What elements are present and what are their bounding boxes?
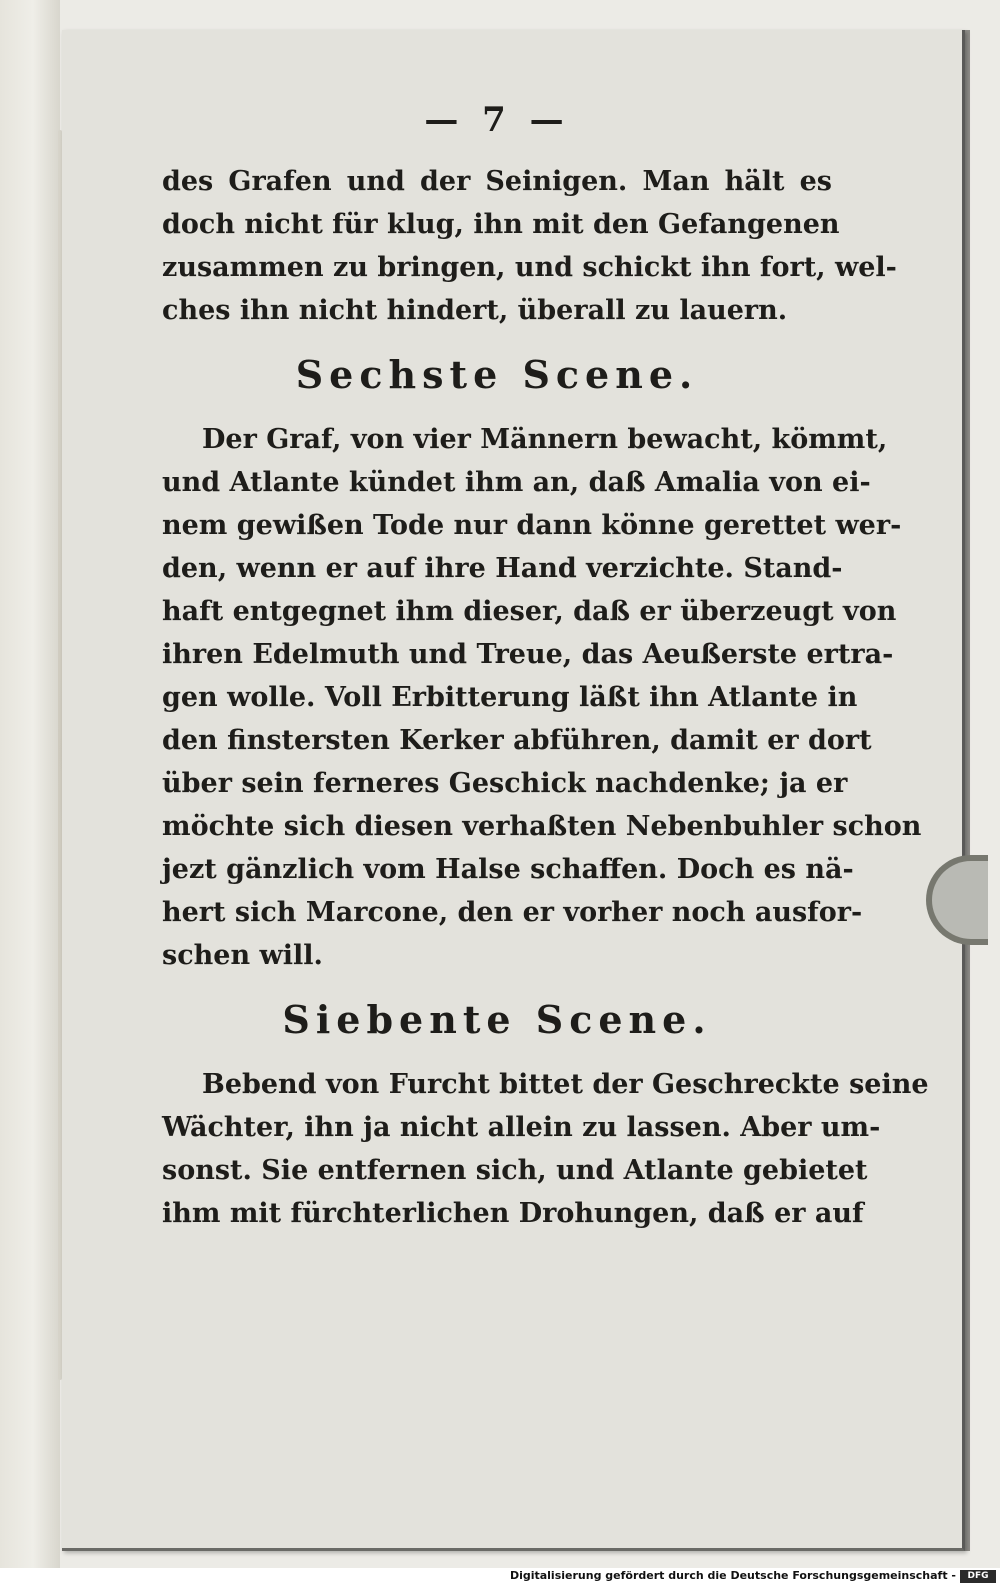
text-line: möchte sich diesen verhaßten Nebenbuhler schon xyxy=(162,811,922,842)
page-text xyxy=(162,100,929,1235)
page-number: — 7 — xyxy=(424,100,570,140)
text-line: ches ihn nicht hindert, überall zu lauern. xyxy=(162,295,788,326)
text-line: den finstersten Kerker abführen, damit er dort xyxy=(162,725,872,756)
text-line: den, wenn er auf ihre Hand verzichte. Stand- xyxy=(162,553,843,584)
text-line: zusammen zu bringen, und schickt ihn fort, wel- xyxy=(162,252,897,283)
text-line: Wächter, ihn ja nicht allein zu lassen. Aber um- xyxy=(162,1112,881,1143)
text-line: ihm mit fürchterlichen Drohungen, daß er auf xyxy=(162,1198,864,1229)
text-line: ihren Edelmuth und Treue, das Aeußerste ertra- xyxy=(162,639,894,670)
text-line: und Atlante kündet ihm an, daß Amalia von ei- xyxy=(162,467,871,498)
text-line: des Grafen und der Seinigen. Man hält es xyxy=(162,166,832,197)
footer-bar xyxy=(0,1568,1000,1585)
text-line: über sein ferneres Geschick nachdenke; ja er xyxy=(162,768,848,799)
text-line: Der Graf, von vier Männern bewacht, kömmt, xyxy=(202,424,888,455)
intro-paragraph xyxy=(162,160,897,332)
text-line: Bebend von Furcht bittet der Geschreckte seine xyxy=(202,1069,929,1100)
text-line: haft entgegnet ihm dieser, daß er überzeugt von xyxy=(162,596,897,627)
text-line: doch nicht für klug, ihn mit den Gefangenen xyxy=(162,209,840,240)
text-line: hert sich Marcone, den er vorher noch ausfor- xyxy=(162,897,863,928)
text-line: schen will. xyxy=(162,940,323,971)
text-line: jezt gänzlich vom Halse schaffen. Doch es nä- xyxy=(162,854,854,885)
scene-7-heading: Siebente Scene. xyxy=(282,997,712,1042)
text-line: nem gewißen Tode nur dann könne gerettet wer- xyxy=(162,510,902,541)
scene-6-heading: Sechste Scene. xyxy=(295,352,699,397)
footer-credit: Digitalisierung gefördert durch die Deutsche Forschungsgemeinschaft - xyxy=(509,1569,956,1582)
book-binding xyxy=(0,0,60,1568)
text-line: gen wolle. Voll Erbitterung läßt ihn Atlante in xyxy=(162,682,858,713)
dfg-logo: DFG xyxy=(960,1570,996,1583)
scene-6-paragraph xyxy=(162,418,922,977)
text-line: sonst. Sie entfernen sich, und Atlante gebietet xyxy=(162,1155,868,1186)
scene-7-paragraph xyxy=(162,1063,929,1235)
